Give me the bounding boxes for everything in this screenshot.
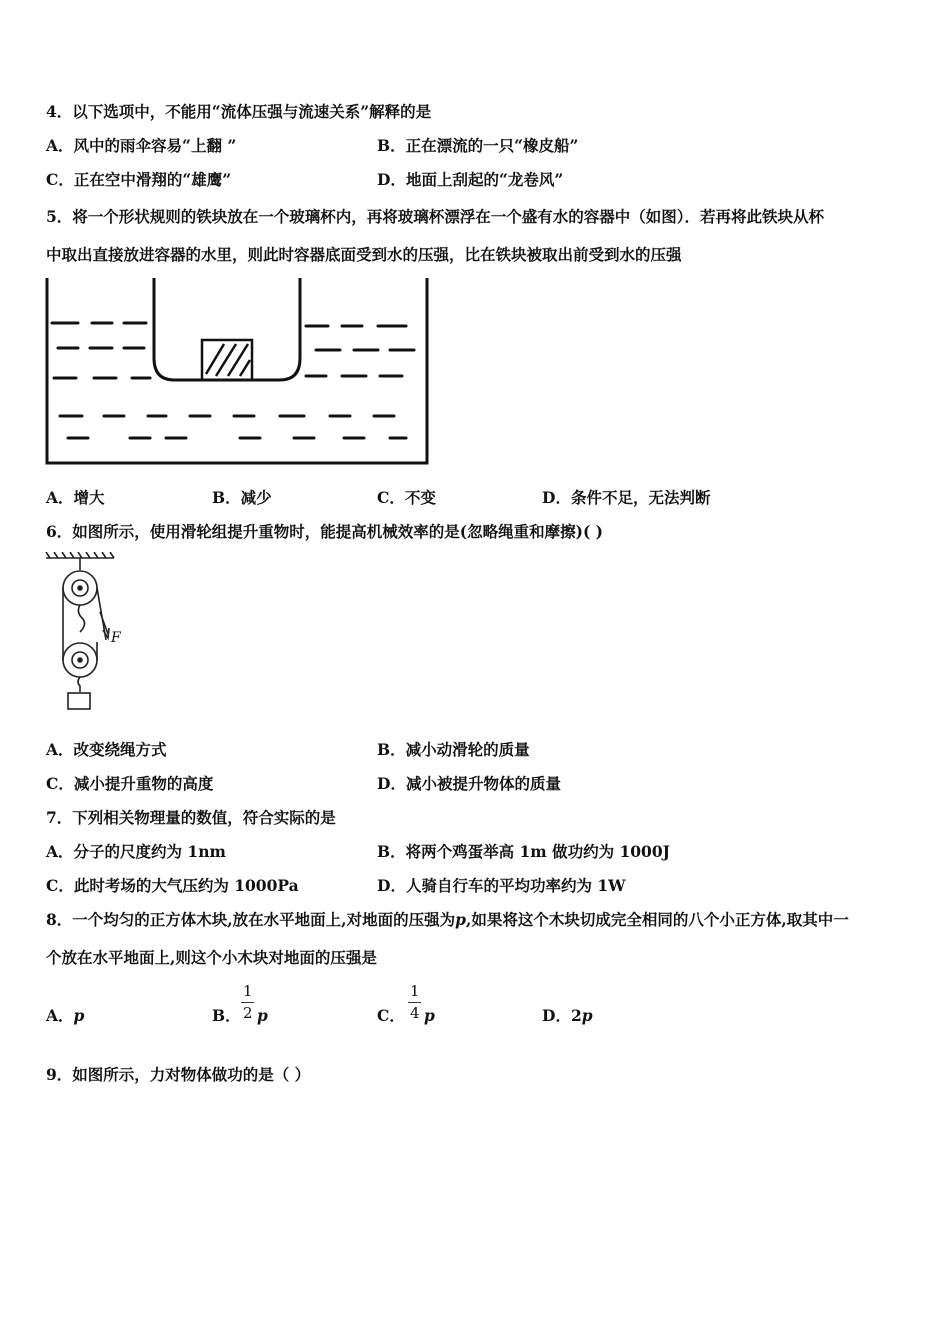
q6-option-c: C．减小提升重物的高度: [46, 774, 214, 793]
q8-option-d-label: D．: [542, 1006, 571, 1025]
q5-option-a: A．增大: [46, 488, 105, 507]
fraction-denominator: 2: [243, 1004, 253, 1022]
q9-stem: 9．如图所示，力对物体做功的是（ ）: [46, 1065, 311, 1084]
q6-option-a: A．改变绕绳方式: [46, 740, 167, 759]
q7-option-c: C．此时考场的大气压约为 1000Pa: [46, 876, 299, 895]
q8-stem-line1: [46, 910, 849, 930]
q5-stem-line2: 中取出直接放进容器的水里，则此时容器底面受到水的压强，比在铁块被取出前受到水的压强: [46, 245, 682, 264]
q4-stem: 4．以下选项中，不能用“流体压强与流速关系”解释的是: [46, 102, 432, 121]
q8-option-d-p: p: [581, 1006, 593, 1025]
q7-option-a: A．分子的尺度约为 1nm: [46, 842, 226, 861]
fraction-bar: [408, 1002, 421, 1003]
q8-option-a-label: A．: [46, 1006, 74, 1025]
iron-block: [202, 340, 252, 380]
fraction-numerator: 1: [243, 982, 253, 1000]
q7-option-d: D．人骑自行车的平均功率约为 1W: [377, 876, 626, 895]
q8-stem-part2: ,如果将这个木块切成完全相同的八个小正方体,取其中一: [465, 910, 849, 929]
q5-option-d: D．条件不足，无法判断: [542, 488, 711, 507]
q4-option-a: A．风中的雨伞容易“上翻 ”: [46, 136, 237, 155]
q8-option-d-coef: 2: [570, 1006, 582, 1025]
q8-option-b-label: B．: [212, 1006, 241, 1025]
q8-stem-part1: 8．一个均匀的正方体木块,放在水平地面上,对地面的压强为: [46, 910, 456, 929]
q5-option-b: B．减少: [212, 488, 272, 507]
q4-option-c: C．正在空中滑翔的“雄鹰”: [46, 170, 232, 189]
q4-option-b: B．正在漂流的一只“橡皮船”: [377, 136, 579, 155]
q8-option-a-value: p: [73, 1006, 85, 1025]
q8-option-b-p: p: [257, 1006, 268, 1025]
q5-container-figure: [44, 276, 432, 470]
q8-option-d: [542, 1006, 593, 1026]
fraction-denominator: 4: [410, 1004, 420, 1022]
q6-option-d: D．减小被提升物体的质量: [377, 774, 561, 793]
q7-stem: 7．下列相关物理量的数值，符合实际的是: [46, 808, 336, 827]
q4-option-d: D．地面上刮起的“龙卷风”: [377, 170, 564, 189]
q8-stem-p: p: [455, 910, 466, 929]
q7-option-b: B．将两个鸡蛋举高 1m 做功约为 1000J: [377, 842, 670, 861]
q8-option-a: [46, 1006, 84, 1026]
q6-stem: 6．如图所示，使用滑轮组提升重物时，能提高机械效率的是(忽略绳重和摩擦)( ): [46, 522, 604, 541]
q5-stem-line1: 5．将一个形状规则的铁块放在一个玻璃杯内，再将玻璃杯漂浮在一个盛有水的容器中（如图）．若再将此铁块从杯: [46, 207, 825, 226]
q8-option-c-p: p: [424, 1006, 435, 1025]
q8-option-c-label: C．: [377, 1006, 405, 1025]
fraction-numerator: 1: [410, 982, 420, 1000]
q5-option-c: C．不变: [377, 488, 436, 507]
q6-option-b: B．减小动滑轮的质量: [377, 740, 530, 759]
q8-stem-line2: 个放在水平地面上,则这个小木块对地面的压强是: [46, 948, 377, 967]
fraction-bar: [241, 1002, 254, 1003]
q6-force-label: F: [111, 630, 121, 646]
